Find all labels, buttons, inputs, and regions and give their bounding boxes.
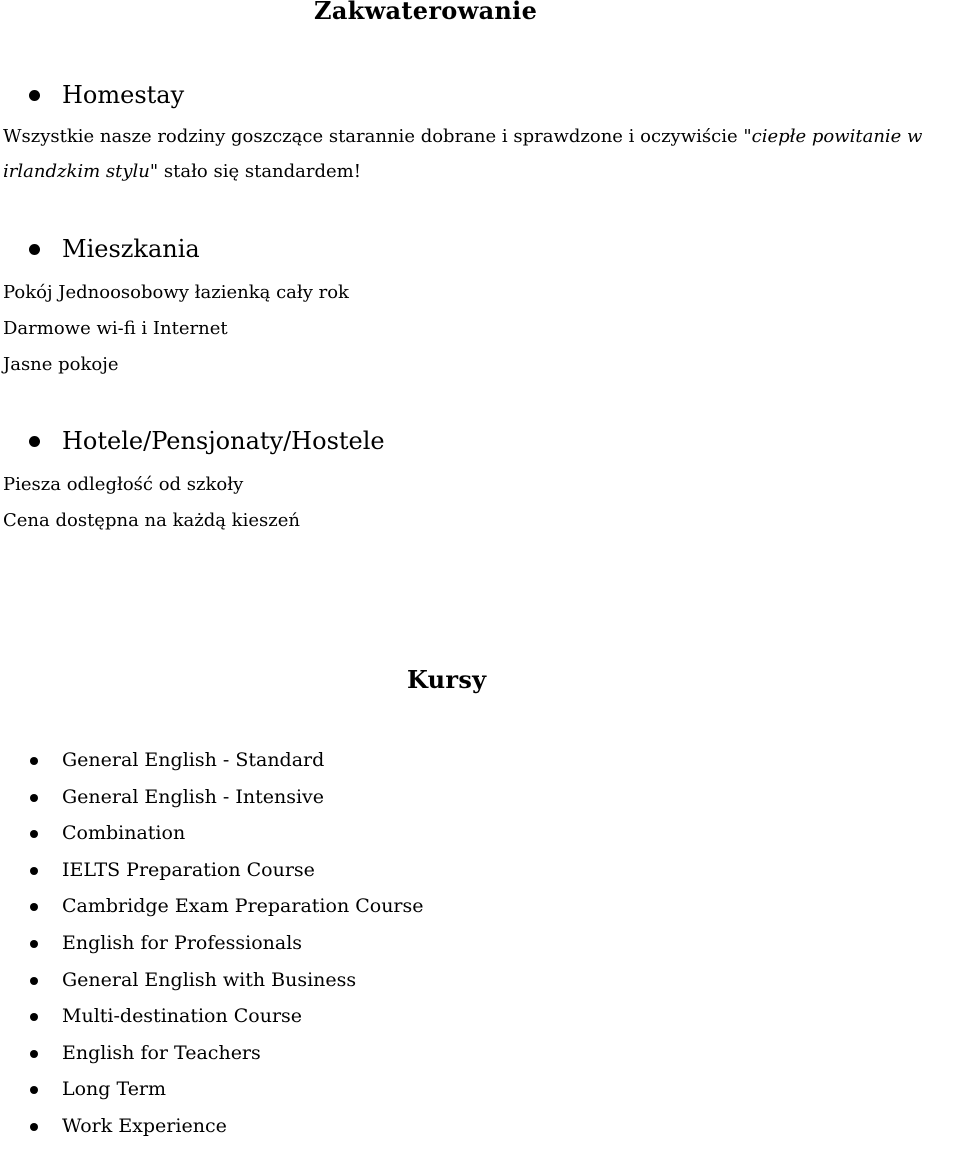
bullet-dot-icon — [30, 903, 38, 911]
bullet-homestay — [0, 78, 960, 112]
hotels-line: Cena dostępna na każdą kieszeń — [3, 510, 300, 531]
course-label: Combination — [62, 822, 186, 845]
homestay-description-line2 — [3, 160, 361, 184]
homestay-description-line1 — [3, 125, 922, 149]
bullet-dot-icon — [29, 90, 40, 101]
bullet-dot-icon — [30, 867, 38, 875]
course-label: Cambridge Exam Preparation Course — [62, 895, 424, 918]
bullet-dot-icon — [30, 794, 38, 802]
section-title-accommodation: Zakwaterowanie — [314, 0, 538, 25]
list-item — [0, 1039, 960, 1076]
list-item — [0, 1112, 960, 1149]
bullet-dot-icon — [29, 244, 40, 255]
bullet-dot-icon — [30, 1050, 38, 1058]
bullet-label-hotels: Hotele/Pensjonaty/Hostele — [62, 427, 385, 455]
bullet-label-homestay: Homestay — [62, 81, 185, 109]
list-item — [0, 929, 960, 966]
bullet-label-apartments: Mieszkania — [62, 235, 200, 263]
bullet-dot-icon — [30, 1013, 38, 1021]
list-item — [0, 856, 960, 893]
bullet-dot-icon — [30, 977, 38, 985]
course-label: Long Term — [62, 1078, 167, 1101]
course-label: Work Experience — [62, 1114, 227, 1137]
homestay-text-before: Wszystkie nasze rodziny goszczące starannie dobrane i sprawdzone i oczywiście — [3, 126, 744, 147]
bullet-dot-icon — [30, 830, 38, 838]
course-label: General English with Business — [62, 968, 357, 991]
list-item — [0, 1075, 960, 1112]
bullet-dot-icon — [30, 757, 38, 765]
apartments-line: Jasne pokoje — [3, 354, 119, 375]
section-title-courses: Kursy — [407, 665, 487, 694]
homestay-text-after: stało się standardem! — [158, 161, 361, 182]
homestay-quote-line1: "ciepłe powitanie w — [743, 126, 923, 147]
homestay-quote-line2: irlandzkim stylu" — [3, 161, 159, 182]
course-label: English for Professionals — [62, 931, 303, 954]
course-label: English for Teachers — [62, 1041, 261, 1064]
list-item — [0, 783, 960, 820]
bullet-dot-icon — [29, 436, 40, 447]
course-label: General English - Standard — [62, 749, 325, 771]
bullet-dot-icon — [30, 1123, 38, 1131]
bullet-apartments — [0, 232, 960, 266]
apartments-line: Pokój Jednoosobowy łazienką cały rok — [3, 282, 349, 303]
list-item — [0, 819, 960, 856]
course-label: IELTS Preparation Course — [62, 858, 315, 881]
course-list — [0, 746, 960, 1149]
course-label: Multi-destination Course — [62, 1005, 303, 1028]
apartments-line: Darmowe wi-fi i Internet — [3, 318, 228, 339]
bullet-dot-icon — [30, 940, 38, 948]
bullet-dot-icon — [30, 1086, 38, 1094]
list-item — [0, 746, 960, 783]
bullet-hotels — [0, 424, 960, 458]
list-item — [0, 892, 960, 929]
hotels-line: Piesza odległość od szkoły — [3, 474, 244, 495]
list-item — [0, 966, 960, 1003]
list-item — [0, 1002, 960, 1039]
course-label: General English - Intensive — [62, 785, 325, 808]
